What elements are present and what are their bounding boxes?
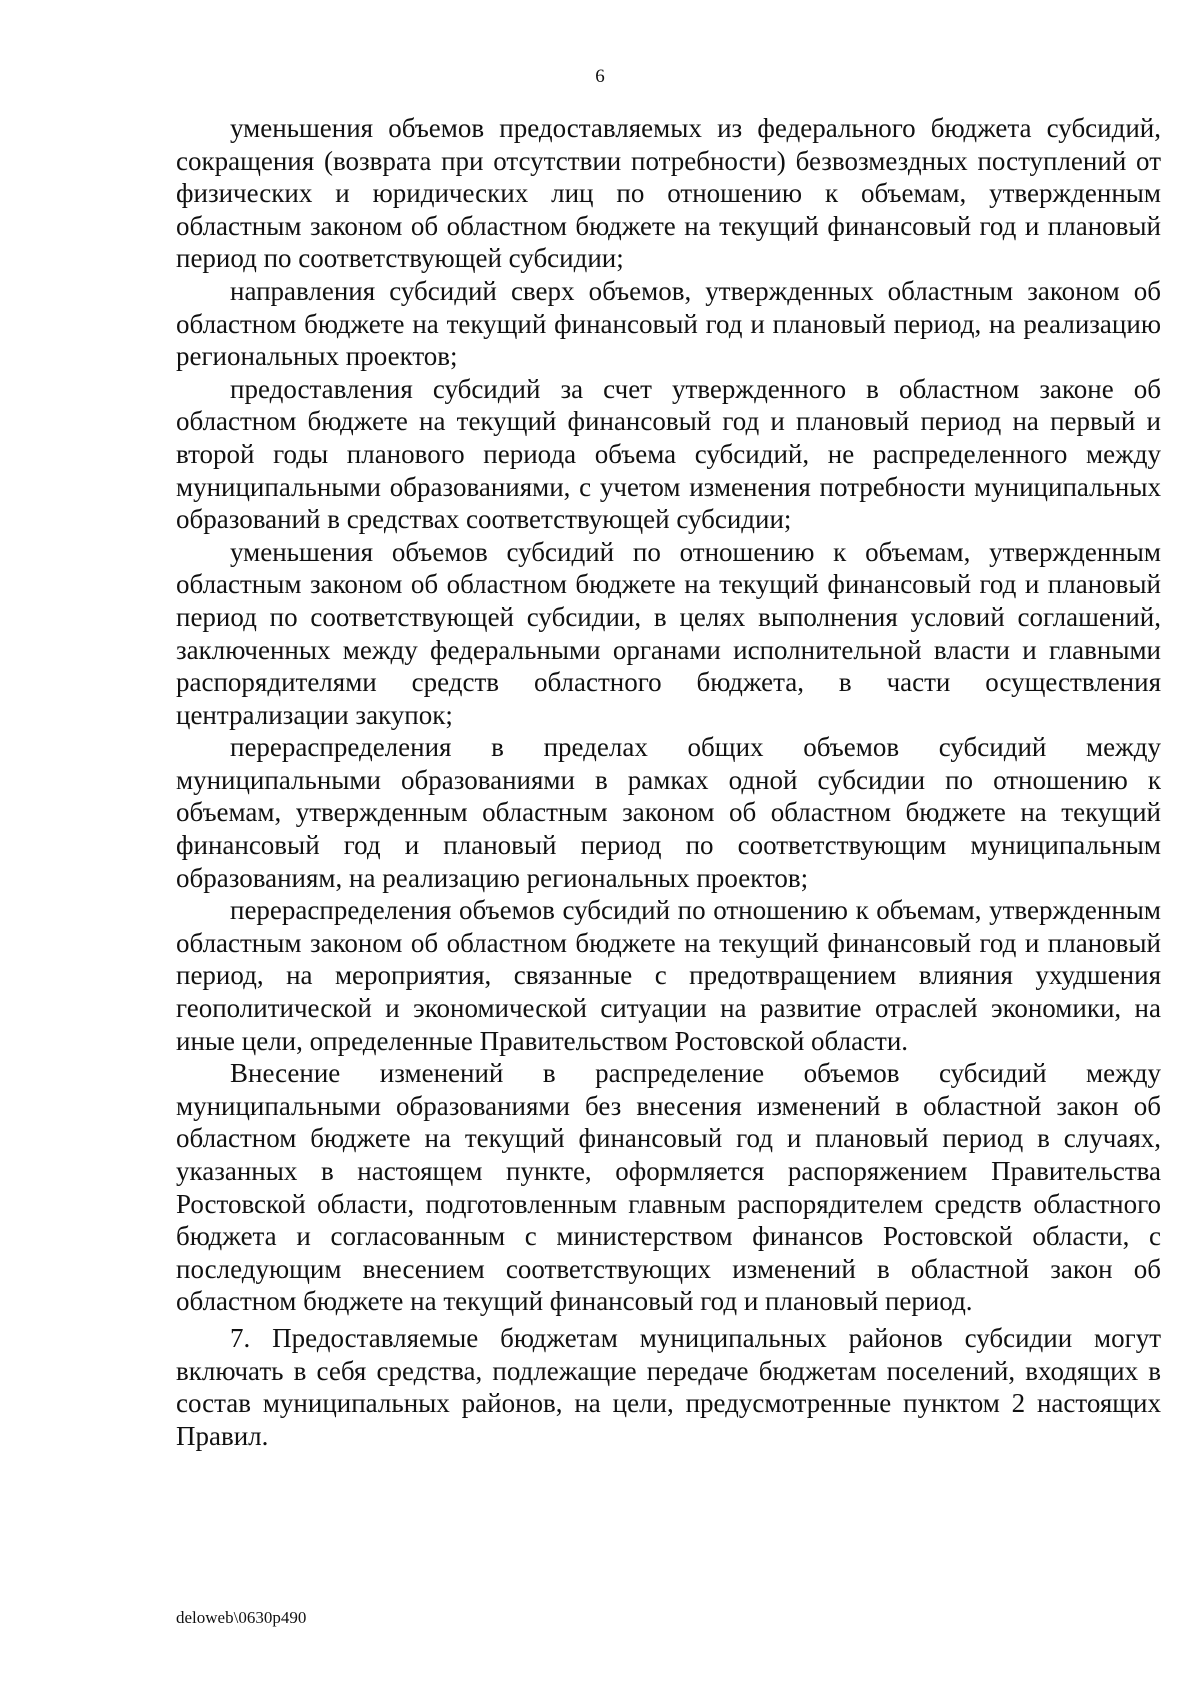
document-body [176,112,1161,1452]
page-number: 6 [595,66,605,87]
document-code: deloweb\0630p490 [176,1608,307,1627]
paragraph-centralized-procurement: уменьшения объемов субсидий по отношению к объемам, утвержденным областным законом об областном бюджете на текущий финансовый год и плановый период по соответствующей субсидии, в целях выполнения условий соглашений, заключенных между федеральными органами исполнительной власти и главными распорядителями средств областного бюджета, в части осуществления централизации закупок; [176,536,1161,730]
paragraph-undistributed-subsidies: предоставления субсидий за счет утвержденного в областном законе об областном бюджете на текущий финансовый год и плановый период на первый и второй годы планового периода объема субсидий, не распределенного между муниципальными образованиями, с учетом изменения потребности муниципальных образований в средствах соответствующей субсидии; [176,373,1161,535]
paragraph-item-7: 7. Предоставляемые бюджетам муниципальных районов субсидии могут включать в себя средства, подлежащие передаче бюджетам поселений, входящих в состав муниципальных районов, на цели, предусмотренные пунктом 2 настоящих Правил. [176,1322,1161,1451]
paragraph-redistribution-within-subsidy: перераспределения в пределах общих объемов субсидий между муниципальными образованиями в рамках одной субсидии по отношению к объемам, утвержденным областным законом об областном бюджете на текущий финансовый год и плановый период по соответствующим муниципальным образованиям, на реализацию региональных проектов; [176,732,1161,893]
paragraph-reduction-federal-subsidies: уменьшения объемов предоставляемых из федерального бюджета субсидий, сокращения (возврата при отсутствии потребности) безвозмездных поступлений от физических и юридических лиц по отношению к объемам, утвержденным областным законом об областном бюджете на текущий финансовый год и плановый период по соответствующей субсидии; [176,113,1161,274]
paragraph-redistribution-geopolitical: перераспределения объемов субсидий по отношению к объемам, утвержденным областным законом об областном бюджете на текущий финансовый год и плановый период, на мероприятия, связанные с предотвращением влияния ухудшения геополитической и экономической ситуации на развитие отраслей экономики, на иные цели, определенные Правительством Ростовской области. [176,895,1161,1056]
paragraph-amendment-procedure: Внесение изменений в распределение объемов субсидий между муниципальными образованиями без внесения изменений в областной закон об областном бюджете на текущий финансовый год и плановый период в случаях, указанных в настоящем пункте, оформляется распоряжением Правительства Ростовской области, подготовленным главным распорядителем средств областного бюджета и согласованным с министерством финансов Ростовской области, с последующим внесением соответствующих изменений в областной закон об областном бюджете на текущий финансовый год и плановый период. [176,1058,1161,1317]
paragraph-subsidies-above-volumes: направления субсидий сверх объемов, утвержденных областным законом об областном бюджете на текущий финансовый год и плановый период, на реализацию региональных проектов; [176,275,1161,372]
